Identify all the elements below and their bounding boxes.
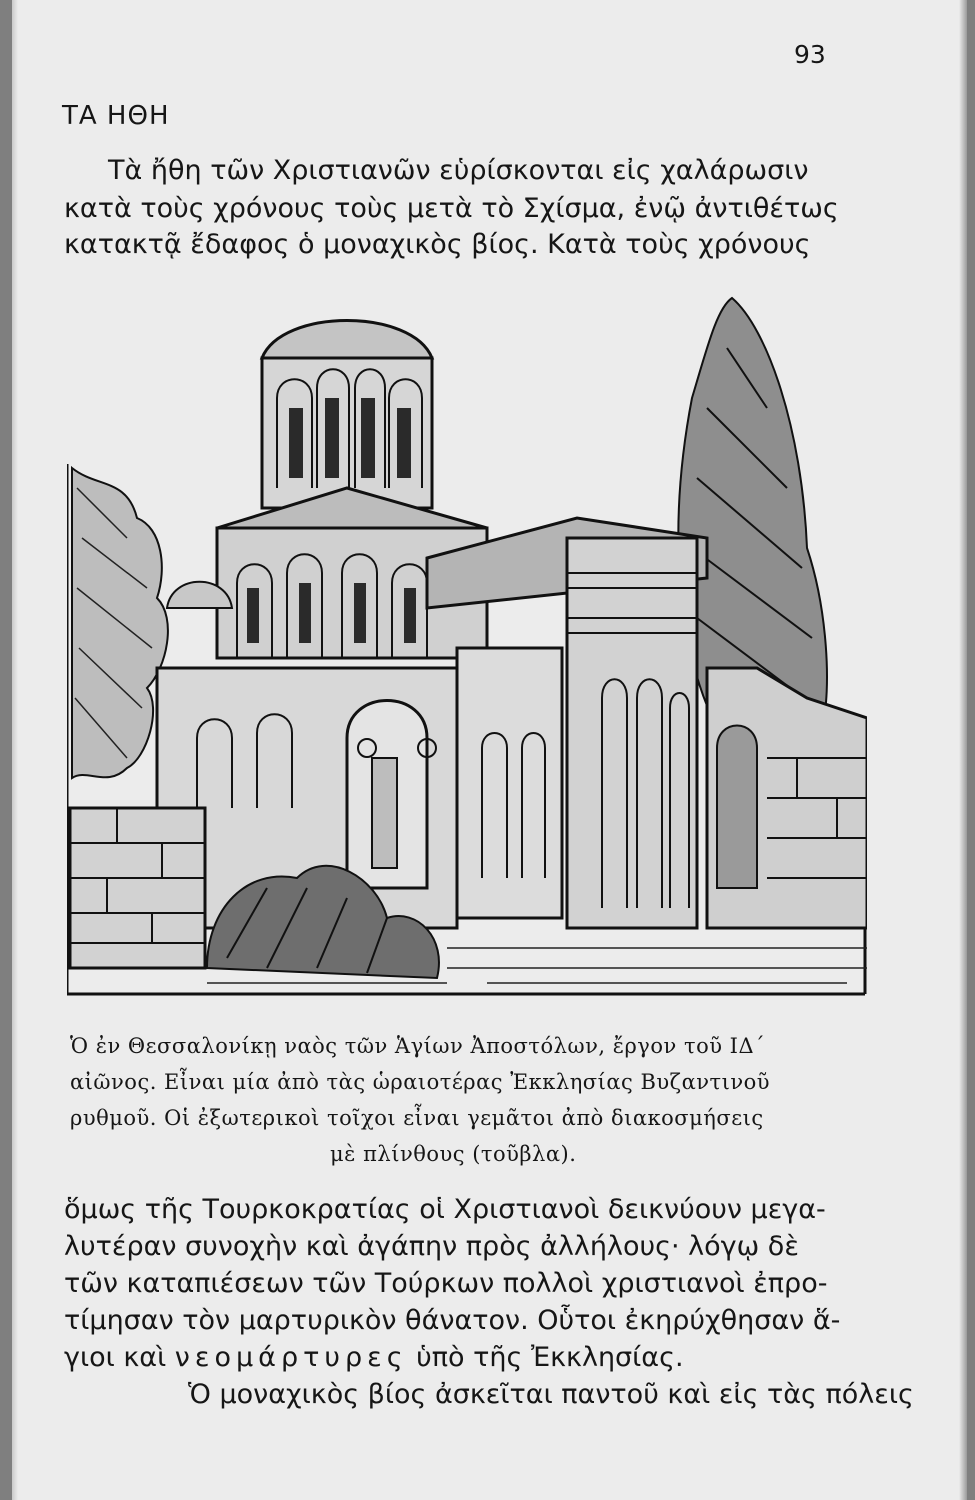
book-page [12, 0, 967, 1500]
church-engraving-icon [67, 288, 867, 1000]
body-line: Τὰ ἤθη τῶν Χριστιανῶν εὑρίσκονται εἰς χαλάρωσιν [108, 155, 809, 186]
body-line [64, 1340, 684, 1376]
body-line: κατακτᾷ ἔδαφος ὁ μοναχικὸς βίος. Κατὰ τοὺς χρόνους [64, 229, 811, 260]
caption-line: ρυθμοῦ. Οἱ ἐξωτερικοὶ τοῖχοι εἶναι γεμᾶτοι ἀπὸ διακοσμήσεις [70, 1106, 764, 1130]
body-fragment: γιοι καὶ [64, 1342, 167, 1373]
body-fragment: ὑπὸ τῆς Ἐκκλησίας. [416, 1342, 684, 1373]
church-illustration [67, 288, 867, 1000]
body-line: τῶν καταπιέσεων τῶν Τούρκων πολλοὶ χριστιανοὶ ἐπρο- [64, 1268, 828, 1299]
body-line: κατὰ τοὺς χρόνους τοὺς μετὰ τὸ Σχίσμα, ἐνῷ ἀντιθέτως [64, 193, 839, 224]
page-number: 93 [794, 40, 826, 69]
body-line: ὅμως τῆς Τουρκοκρατίας οἱ Χριστιανοὶ δεικνύουν μεγα- [64, 1194, 826, 1225]
body-line: λυτέραν συνοχὴν καὶ ἀγάπην πρὸς ἀλλήλους· λόγῳ δὲ [64, 1231, 799, 1262]
body-line: τίμησαν τὸν μαρτυρικὸν θάνατον. Οὗτοι ἐκηρύχθησαν ἅ- [64, 1305, 841, 1336]
section-title: ΤΑ ΗΘΗ [62, 101, 170, 131]
body-line: Ὁ μοναχικὸς βίος ἀσκεῖται παντοῦ καὶ εἰς τὰς πόλεις [188, 1379, 914, 1410]
emphasized-term: νεομάρτυρες [174, 1342, 408, 1373]
caption-line: αἰῶνος. Εἶναι μία ἀπὸ τὰς ὡραιοτέρας Ἐκκλησίας Βυζαντινοῦ [70, 1070, 771, 1094]
caption-line: μὲ πλίνθους (τοῦβλα). [330, 1142, 577, 1166]
caption-line: Ὁ ἐν Θεσσαλονίκῃ ναὸς τῶν Ἁγίων Ἀποστόλων, ἔργον τοῦ ΙΔ΄ [70, 1034, 766, 1058]
